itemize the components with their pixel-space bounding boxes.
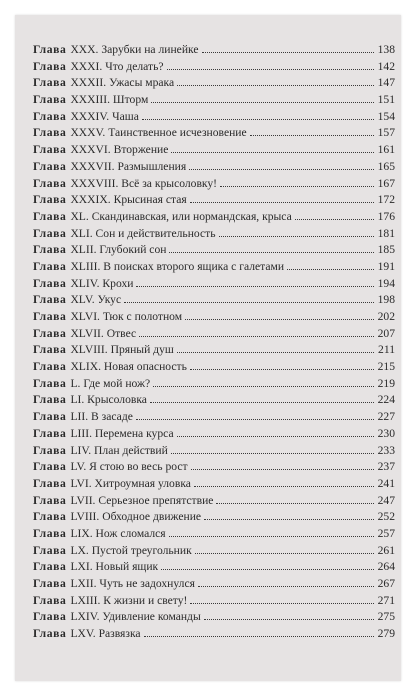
toc-entry (33, 60, 395, 77)
chapter-title: XXXIV. Чаша (70, 109, 139, 123)
chapter-label: Глава (33, 209, 67, 223)
chapter-title: XXXVII. Размышления (70, 159, 187, 173)
toc-entry (33, 544, 395, 561)
chapter-title: LIX. Нож сломался (70, 526, 166, 540)
chapter-title: XLI. Сон и действительность (70, 226, 216, 240)
page-number: 261 (377, 543, 395, 557)
page-number: 194 (377, 276, 395, 290)
toc-entry (33, 577, 395, 594)
toc-entry (33, 477, 395, 494)
dot-leader (177, 436, 374, 437)
toc-entry (33, 293, 395, 310)
chapter-title: XLVIII. Пряный душ (70, 343, 174, 357)
chapter-label: Глава (33, 59, 67, 73)
dot-leader (169, 536, 374, 537)
page-number: 279 (377, 627, 395, 641)
dot-leader (190, 202, 374, 203)
toc-entry (33, 360, 395, 377)
chapter-label: Глава (33, 343, 67, 357)
page-number: 181 (377, 226, 395, 240)
page-number: 211 (378, 343, 395, 357)
toc-entry (33, 510, 395, 527)
chapter-label: Глава (33, 243, 67, 257)
dot-leader (171, 152, 374, 153)
chapter-label: Глава (33, 560, 67, 574)
chapter-title: LXV. Развязка (70, 627, 141, 641)
page-number: 198 (377, 293, 395, 307)
page-number: 167 (377, 176, 395, 190)
toc-entry (33, 594, 395, 611)
toc-entry (33, 243, 395, 260)
chapter-title: XLII. Глубокий сон (70, 243, 167, 257)
chapter-title: LXI. Новый ящик (70, 560, 159, 574)
page-number: 275 (377, 610, 395, 624)
toc-entry (33, 277, 395, 294)
dot-leader (136, 286, 374, 287)
toc-entry (33, 143, 395, 160)
dot-leader (167, 69, 374, 70)
toc-entry (33, 527, 395, 544)
chapter-title: L. Где мой нож? (70, 376, 151, 390)
chapter-label: Глава (33, 426, 67, 440)
chapter-label: Глава (33, 326, 67, 340)
chapter-label: Глава (33, 410, 67, 424)
chapter-title: XLVI. Тюк с полотном (70, 310, 183, 323)
chapter-label: Глава (33, 143, 67, 157)
chapter-title: XXXV. Таинственное исчезновение (70, 126, 247, 140)
toc-entry (33, 227, 395, 244)
chapter-title: XLIII. В поисках второго ящика с галетами (70, 259, 285, 273)
page-number: 252 (377, 510, 395, 524)
page-number: 224 (377, 393, 395, 407)
chapter-label: Глава (33, 610, 67, 624)
page-number: 227 (377, 410, 395, 424)
dot-leader (204, 619, 374, 620)
page-number: 237 (377, 460, 395, 474)
dot-leader (219, 236, 374, 237)
page-number: 157 (377, 126, 395, 140)
page-number: 233 (377, 443, 395, 457)
page-number: 267 (377, 577, 395, 590)
dot-leader (250, 135, 374, 136)
chapter-title: XXXVIII. Всё за крысоловку! (70, 176, 218, 190)
page-number: 230 (377, 426, 395, 440)
chapter-label: Глава (33, 627, 67, 641)
dot-leader (161, 569, 374, 570)
chapter-label: Глава (33, 393, 67, 407)
toc-entry (33, 560, 395, 577)
chapter-title: LIII. Перемена курса (70, 426, 174, 440)
dot-leader (177, 85, 374, 86)
dot-leader (151, 102, 374, 103)
chapter-title: LXIII. К жизни и свету! (70, 593, 188, 607)
chapter-label: Глава (33, 460, 67, 474)
chapter-title: XXXIX. Крысиная стая (70, 193, 187, 207)
page-number: 271 (377, 593, 395, 607)
page-number: 172 (377, 193, 395, 207)
chapter-label: Глава (33, 43, 67, 56)
dot-leader (124, 302, 374, 303)
dot-leader (150, 402, 374, 403)
dot-leader (198, 586, 374, 587)
chapter-title: XXXVI. Вторжение (70, 143, 169, 157)
dot-leader (202, 52, 374, 53)
page-number: 176 (377, 209, 395, 223)
book-page (15, 15, 401, 681)
page-number: 219 (377, 376, 395, 390)
toc-entry (33, 627, 395, 644)
toc-entry (33, 310, 395, 327)
chapter-title: LV. Я стою во весь рост (70, 460, 188, 474)
toc-entry (33, 260, 395, 277)
chapter-title: LXII. Чуть не задохнулся (70, 577, 195, 590)
chapter-label: Глава (33, 510, 67, 524)
chapter-title: XXXI. Что делать? (70, 59, 164, 73)
dot-leader (287, 269, 374, 270)
page-number: 264 (377, 560, 395, 574)
toc-entry (33, 444, 395, 461)
chapter-title: LIV. План действий (70, 443, 168, 457)
chapter-title: XLIV. Крохи (70, 276, 134, 290)
dot-leader (142, 119, 374, 120)
chapter-title: LI. Крысоловка (70, 393, 147, 407)
chapter-title: XLIX. Новая опасность (70, 360, 187, 374)
chapter-label: Глава (33, 93, 67, 107)
table-of-contents (33, 43, 395, 644)
toc-entry (33, 193, 395, 210)
chapter-label: Глава (33, 126, 67, 140)
page-number: 185 (377, 243, 395, 257)
chapter-label: Глава (33, 276, 67, 290)
chapter-label: Глава (33, 193, 67, 207)
chapter-label: Глава (33, 376, 67, 390)
page-number: 247 (377, 493, 395, 507)
chapter-title: LVIII. Обходное движение (70, 510, 202, 524)
page-number: 138 (377, 43, 395, 56)
dot-leader (153, 386, 374, 387)
dot-leader (220, 186, 374, 187)
page-number: 202 (377, 310, 395, 323)
page-number: 161 (377, 143, 395, 157)
chapter-label: Глава (33, 109, 67, 123)
toc-entry (33, 410, 395, 427)
toc-entry (33, 610, 395, 627)
toc-entry (33, 427, 395, 444)
page-number: 147 (377, 76, 395, 90)
dot-leader (295, 219, 374, 220)
chapter-label: Глава (33, 577, 67, 590)
chapter-title: LXIV. Удивление команды (70, 610, 201, 624)
chapter-label: Глава (33, 226, 67, 240)
toc-entry (33, 210, 395, 227)
toc-entry (33, 393, 395, 410)
toc-entry (33, 343, 395, 360)
chapter-title: LVII. Серьезное препятствие (70, 493, 214, 507)
dot-leader (191, 469, 374, 470)
chapter-label: Глава (33, 526, 67, 540)
dot-leader (189, 169, 374, 170)
toc-entry (33, 460, 395, 477)
page-number: 154 (377, 109, 395, 123)
dot-leader (136, 419, 374, 420)
toc-entry (33, 43, 395, 60)
chapter-label: Глава (33, 543, 67, 557)
chapter-label: Глава (33, 443, 67, 457)
toc-entry (33, 494, 395, 511)
dot-leader (190, 369, 374, 370)
dot-leader (144, 636, 374, 637)
chapter-label: Глава (33, 76, 67, 90)
chapter-label: Глава (33, 293, 67, 307)
page-number: 257 (377, 526, 395, 540)
toc-entry (33, 93, 395, 110)
chapter-title: XXX. Зарубки на линейке (70, 43, 199, 56)
toc-entry (33, 160, 395, 177)
chapter-label: Глава (33, 476, 67, 490)
chapter-label: Глава (33, 360, 67, 374)
dot-leader (139, 336, 374, 337)
dot-leader (177, 352, 374, 353)
dot-leader (171, 453, 374, 454)
dot-leader (185, 319, 374, 320)
page-number: 151 (377, 93, 395, 107)
chapter-title: LII. В засаде (70, 410, 133, 424)
chapter-title: LVI. Хитроумная уловка (70, 476, 191, 490)
chapter-label: Глава (33, 593, 67, 607)
dot-leader (190, 603, 374, 604)
page-number: 207 (377, 326, 395, 340)
chapter-title: XL. Скандинавская, или нормандская, крыса (70, 209, 292, 223)
chapter-label: Глава (33, 493, 67, 507)
dot-leader (194, 486, 374, 487)
toc-entry (33, 327, 395, 344)
chapter-title: XLVII. Отвес (70, 326, 137, 340)
dot-leader (169, 252, 374, 253)
toc-entry (33, 110, 395, 127)
chapter-title: XXXIII. Шторм (70, 93, 149, 107)
dot-leader (204, 519, 374, 520)
toc-entry (33, 76, 395, 93)
chapter-label: Глава (33, 159, 67, 173)
dot-leader (216, 503, 374, 504)
toc-entry (33, 177, 395, 194)
chapter-label: Глава (33, 259, 67, 273)
chapter-title: XXXII. Ужасы мрака (70, 76, 175, 90)
page-number: 241 (377, 476, 395, 490)
toc-entry (33, 126, 395, 143)
page-number: 191 (377, 259, 395, 273)
chapter-label: Глава (33, 176, 67, 190)
chapter-title: XLV. Укус (70, 293, 122, 307)
dot-leader (195, 553, 374, 554)
chapter-title: LX. Пустой треугольник (70, 543, 192, 557)
toc-entry (33, 377, 395, 394)
page-number: 165 (377, 159, 395, 173)
chapter-label: Глава (33, 310, 67, 323)
page-number: 142 (377, 59, 395, 73)
page-number: 215 (377, 360, 395, 374)
